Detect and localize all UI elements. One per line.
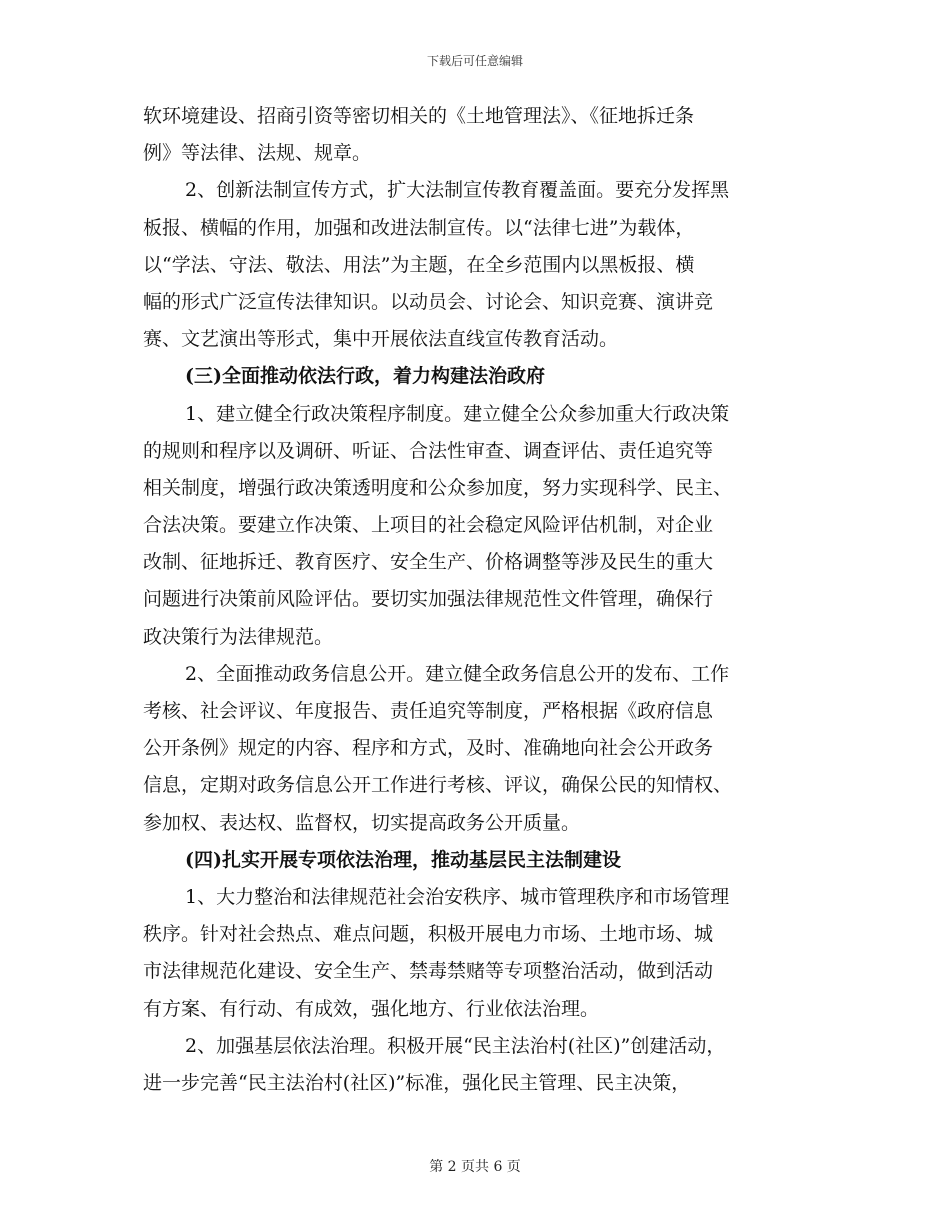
text-line: 考核、社会评议、年度报告、责任追究等制度，严格根据《政府信息 — [143, 700, 714, 722]
text-line: 政决策行为法律规范。 — [143, 625, 334, 648]
page-header: 下载后可任意编辑 — [426, 54, 523, 68]
document-body — [143, 98, 813, 1102]
text-line: 以“学法、守法、敬法、用法”为主题，在全乡范围内以黑板报、横 — [143, 253, 695, 276]
text-line: 问题进行决策前风险评估。要切实加强法律规范性文件管理，确保行 — [143, 588, 714, 611]
text-line: 市法律规范化建设、安全生产、禁毒禁赌等专项整治活动，做到活动 — [143, 960, 714, 983]
paragraph-start: 1、建立健全行政决策程序制度。建立健全公众参加重大行政决策 — [185, 402, 730, 425]
text-line: 进一步完善“民主法治村(社区)”标准，强化民主管理、民主决策， — [143, 1071, 691, 1094]
text-line: 的规则和程序以及调研、听证、合法性审查、调查评估、责任追究等 — [143, 439, 714, 462]
text-line: 改制、征地拆迁、教育医疗、安全生产、价格调整等涉及民生的重大 — [143, 551, 714, 574]
text-line: 参加权、表达权、监督权，切实提高政务公开质量。 — [143, 811, 581, 834]
paragraph-start: 2、全面推动政务信息公开。建立健全政务信息公开的发布、工作 — [185, 662, 730, 685]
text-line: 相关制度，增强行政决策透明度和公众参加度，努力实现科学、民主、 — [143, 476, 733, 499]
text-line: 有方案、有行动、有成效，强化地方、行业依法治理。 — [143, 997, 600, 1020]
paragraph-start: 2、创新法制宣传方式，扩大法制宣传教育覆盖面。要充分发挥黑 — [185, 179, 730, 202]
text-line: 例》等法律、法规、规章。 — [143, 142, 372, 165]
section-heading: (四)扎实开展专项依法治理，推动基层民主法制建设 — [185, 848, 621, 871]
paragraph-start: 2、加强基层依法治理。积极开展“民主法治村(社区)”创建活动， — [185, 1034, 726, 1057]
text-line: 信息，定期对政务信息公开工作进行考核、评议，确保公民的知情权、 — [143, 774, 733, 797]
text-line: 板报、横幅的作用，加强和改进法制宣传。以“法律七进”为载体， — [143, 216, 695, 239]
paragraph-start: 1、大力整治和法律规范社会治安秩序、城市管理秩序和市场管理 — [185, 885, 730, 908]
text-line: 幅的形式广泛宣传法律知识。以动员会、讨论会、知识竞赛、演讲竞 — [143, 290, 714, 313]
page-footer: 第 2 页共 6 页 — [429, 1159, 521, 1175]
text-line: 秩序。针对社会热点、难点问题，积极开展电力市场、土地市场、城 — [143, 923, 714, 946]
text-line: 软环境建设、招商引资等密切相关的《土地管理法》、《征地拆迁条 — [143, 105, 695, 127]
section-heading: (三)全面推动依法行政，着力构建法治政府 — [185, 365, 545, 388]
text-line: 赛、文艺演出等形式，集中开展依法直线宣传教育活动。 — [143, 328, 619, 351]
text-line: 公开条例》规定的内容、程序和方式，及时、准确地向社会公开政务 — [143, 737, 714, 760]
text-line: 合法决策。要建立作决策、上项目的社会稳定风险评估机制，对企业 — [143, 514, 714, 537]
